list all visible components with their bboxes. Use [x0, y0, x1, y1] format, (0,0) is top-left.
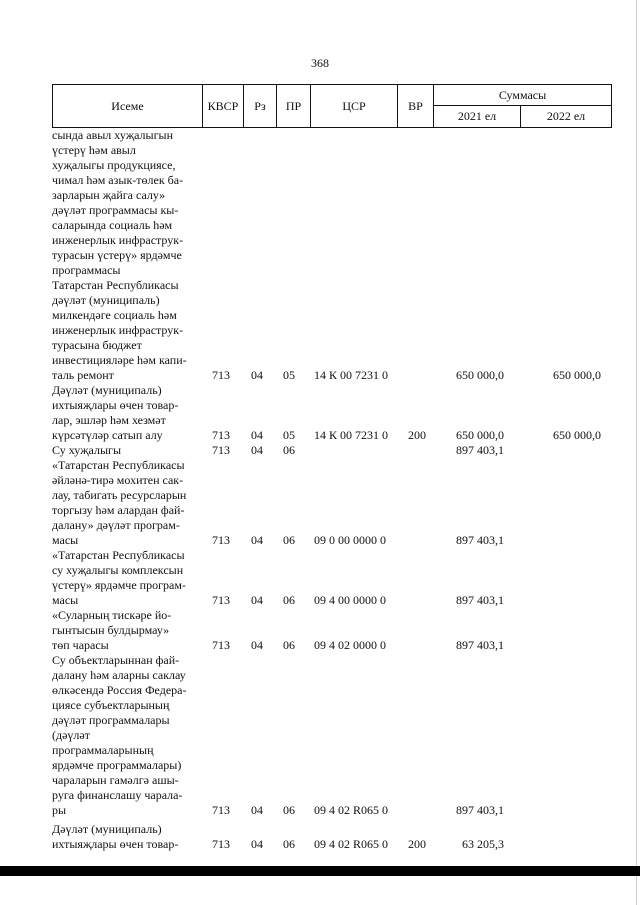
row-kvsr: 713: [212, 428, 230, 442]
header-vr: ВР: [398, 85, 434, 128]
row-rz: 04: [251, 368, 263, 382]
row-rz: 04: [251, 837, 263, 851]
row-name-line: төп чарасы: [52, 638, 109, 652]
row-sum-2021: 897 403,1: [456, 803, 504, 817]
row-name-line: программасы: [52, 263, 121, 277]
table-header: [52, 84, 612, 128]
row-name-line: ры: [52, 803, 67, 817]
row-name-line: чимал һәм азык-төлек ба-: [52, 173, 184, 187]
row-name-line: турасына бюджет: [52, 338, 142, 352]
row-name-line: таль ремонт: [52, 368, 114, 382]
row-name-line: дәүләт программалары: [52, 713, 170, 727]
row-sum-2022: 650 000,0: [553, 368, 601, 382]
header-rz: Рз: [244, 85, 277, 128]
row-name-line: гынтысын булдырмау»: [52, 623, 170, 637]
page-number: 368: [311, 56, 329, 70]
row-name-line: өлкәсендә Россия Федера-: [52, 683, 187, 697]
row-name-line: «Татарстан Республикасы: [52, 548, 185, 562]
row-vr: 200: [408, 837, 426, 851]
row-name-line: далану» дәүләт програм-: [52, 518, 180, 532]
row-name: [52, 278, 197, 383]
row-name-line: үстерү» ярдәмче програм-: [52, 578, 186, 592]
row-name-line: үстерү һәм авыл: [52, 143, 136, 157]
row-sum-2021: 650 000,0: [456, 428, 504, 442]
row-name-line: «Татарстан Республикасы: [52, 458, 185, 472]
row-name-line: лау, табигать ресурсларын: [52, 488, 187, 502]
row-name-line: инвестицияләре һәм капи-: [52, 353, 187, 367]
header-name: Исеме: [53, 85, 203, 128]
row-csr: 09 4 02 R065 0: [314, 837, 389, 851]
row-rz: 04: [251, 428, 263, 442]
row-rz: 04: [251, 533, 263, 547]
row-csr: 14 К 00 7231 0: [314, 428, 389, 442]
row-vr: 200: [408, 428, 426, 442]
row-sum-2021: 897 403,1: [456, 443, 504, 457]
row-name: [52, 458, 197, 548]
row-name-line: ихтыяҗлары өчен товар-: [52, 837, 179, 851]
row-name-line: инженерлык инфраструк-: [52, 323, 184, 337]
header-year-2021: 2021 ел: [434, 106, 521, 128]
table-row: [52, 653, 611, 818]
row-name-line: сында авыл хуҗалыгын: [52, 128, 174, 142]
row-name-line: Татарстан Республикасы: [52, 278, 179, 292]
row-pr: 06: [283, 803, 295, 817]
row-name-line: программаларының: [52, 743, 154, 757]
row-pr: 06: [283, 593, 295, 607]
row-name: [52, 822, 197, 852]
row-sum-2021: 897 403,1: [456, 593, 504, 607]
row-name-line: торгызу һәм алардан фай-: [52, 503, 185, 517]
row-kvsr: 713: [212, 368, 230, 382]
row-name-line: чараларын гамәлгә ашы-: [52, 773, 179, 787]
table-row: [52, 548, 611, 608]
row-csr: 09 0 00 0000 0: [314, 533, 386, 547]
row-name-line: Су хуҗалыгы: [52, 443, 122, 457]
row-name-line: циясе субъектларының: [52, 698, 170, 712]
row-name: [52, 548, 197, 608]
row-name-line: хуҗалыгы продукциясе,: [52, 158, 176, 172]
row-kvsr: 713: [212, 443, 230, 457]
row-csr: 09 4 02 0000 0: [314, 638, 386, 652]
row-csr: 14 К 00 7231 0: [314, 368, 389, 382]
row-name: [52, 653, 197, 818]
row-name-line: саларында социаль һәм: [52, 218, 173, 232]
row-name: [52, 443, 197, 458]
row-name-line: күрсәтүләр сатып алу: [52, 428, 163, 442]
header-sums: Суммасы: [434, 85, 612, 106]
row-csr: 09 4 00 0000 0: [314, 593, 386, 607]
row-pr: 06: [283, 638, 295, 652]
row-name-line: Су объектларыннан фай-: [52, 653, 180, 667]
row-rz: 04: [251, 803, 263, 817]
row-name-line: Дәүләт (муниципаль): [52, 383, 162, 397]
row-name-line: инженерлык инфраструк-: [52, 233, 184, 247]
scan-bottom-band: [0, 866, 640, 876]
row-pr: 05: [283, 368, 295, 382]
table-row: [52, 822, 611, 852]
row-rz: 04: [251, 593, 263, 607]
row-name-line: далану һәм аларны саклау: [52, 668, 186, 682]
row-name-line: милкендәге социаль һәм: [52, 308, 177, 322]
table-row: [52, 443, 611, 458]
table-row: [52, 128, 611, 278]
row-pr: 06: [283, 443, 295, 457]
header-pr: ПР: [277, 85, 311, 128]
header-year-2022: 2022 ел: [521, 106, 612, 128]
row-kvsr: 713: [212, 533, 230, 547]
table-row: [52, 608, 611, 653]
row-pr: 05: [283, 428, 295, 442]
table-row: [52, 383, 611, 443]
row-name-line: лар, эшләр һәм хезмәт: [52, 413, 166, 427]
row-name-line: зарларын җайга салу»: [52, 188, 166, 202]
table-row: [52, 278, 611, 383]
row-sum-2022: 650 000,0: [553, 428, 601, 442]
row-name-line: масы: [52, 593, 79, 607]
row-csr: 09 4 02 R065 0: [314, 803, 389, 817]
row-name-line: су хуҗалыгы комплексын: [52, 563, 184, 577]
row-sum-2021: 63 205,3: [462, 837, 504, 851]
row-name-line: дәүләт (муниципаль): [52, 293, 160, 307]
row-name-line: турасын үстерү» ярдәмче: [52, 248, 182, 262]
row-rz: 04: [251, 638, 263, 652]
header-kvsr: КВСР: [203, 85, 244, 128]
row-sum-2021: 650 000,0: [456, 368, 504, 382]
row-name-line: әйләнә-тирә мохитен сак-: [52, 473, 184, 487]
row-kvsr: 713: [212, 593, 230, 607]
row-sum-2021: 897 403,1: [456, 533, 504, 547]
row-name: [52, 383, 197, 443]
row-kvsr: 713: [212, 837, 230, 851]
row-name-line: (дәүләт: [52, 728, 90, 742]
row-name-line: масы: [52, 533, 79, 547]
page-edge-rule: [636, 0, 637, 905]
row-pr: 06: [283, 533, 295, 547]
row-name: [52, 128, 197, 278]
row-rz: 04: [251, 443, 263, 457]
row-kvsr: 713: [212, 638, 230, 652]
row-name-line: дәүләт программасы кы-: [52, 203, 179, 217]
row-name-line: «Суларның тискәре йо-: [52, 608, 172, 622]
row-sum-2021: 897 403,1: [456, 638, 504, 652]
row-name-line: ихтыяҗлары өчен товар-: [52, 398, 179, 412]
row-name-line: руга финанслашу чарала-: [52, 788, 183, 802]
row-kvsr: 713: [212, 803, 230, 817]
row-name-line: ярдәмче программалары): [52, 758, 182, 772]
header-csr: ЦСР: [311, 85, 398, 128]
row-name: [52, 608, 197, 653]
budget-table-body: [52, 128, 611, 852]
row-pr: 06: [283, 837, 295, 851]
table-row: [52, 458, 611, 548]
row-name-line: Дәүләт (муниципаль): [52, 822, 162, 836]
